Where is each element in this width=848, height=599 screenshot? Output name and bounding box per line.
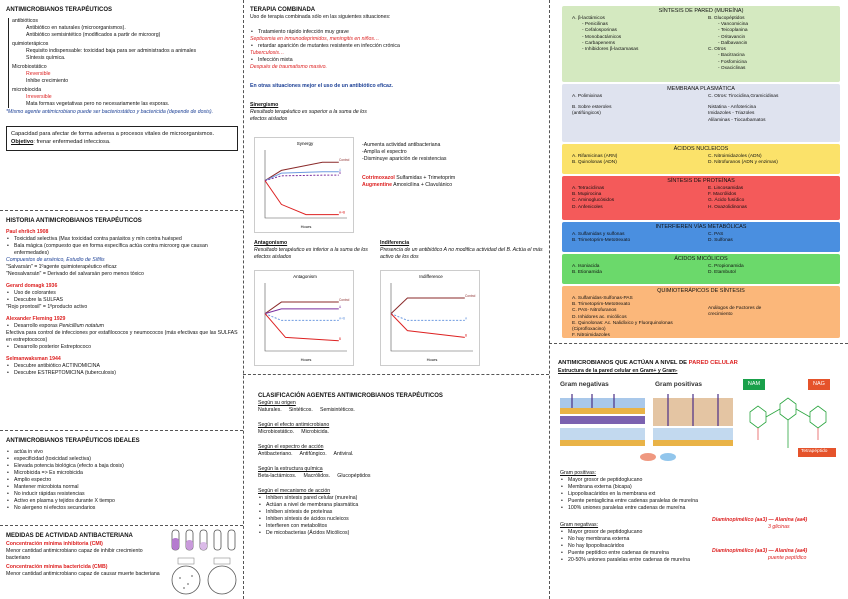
definitions-list <box>8 18 238 108</box>
list-item: • 100% uniones paralelas entre cadenas de mureína <box>560 505 720 512</box>
legend-label: B <box>465 333 468 338</box>
card-left-column <box>572 154 702 166</box>
domagk-heading: Gerard domagk 1936 <box>6 283 58 290</box>
combined-therapy-section <box>250 6 544 123</box>
gram-pos-label: Gram positivas <box>655 381 702 388</box>
card-item: B. Sobre esteroles <box>572 105 612 111</box>
card-right-column <box>708 94 836 124</box>
nag-tag: NAG <box>808 379 830 390</box>
cmb-text: Menor cantidad antimicrobiano capaz de causar muerte bacteriana <box>6 571 160 578</box>
card-right-column <box>708 296 836 318</box>
chart-axes <box>391 283 473 351</box>
definition-item: Mata formas vegetativas pero no necesariamente las esporas. <box>26 101 170 108</box>
definition-item: quimioterápicos <box>12 41 49 48</box>
legend-label: A <box>339 167 342 172</box>
card-item: - Fosfomicina <box>718 59 747 65</box>
situation <box>250 29 544 36</box>
definition-item: Irreversible <box>26 94 52 101</box>
neosalvarsan: "Neosalvarsán" = Derivado del salvarsán pero menos tóxico <box>6 271 144 278</box>
indiferencia-block <box>380 240 545 261</box>
mechanism-heading: Según el mecanismo de acción <box>258 488 331 495</box>
card-title: MEMBRANA PLASMÁTICA <box>667 86 735 92</box>
col1-top-section <box>6 6 238 151</box>
legend-label: B <box>339 171 342 176</box>
tetrapeptido-label: Tetrapéptido <box>801 449 828 454</box>
sinergismo-desc: Resultado terapéutico es superior a la suma de los efectos aislados <box>250 109 367 123</box>
card-item: F. Macrólidos <box>708 192 737 198</box>
card-item: A. Tetraciclinas <box>572 186 605 191</box>
card-item: C. Otros: Tirocidina,Gramicidinas <box>708 94 779 99</box>
objective-text: : frenar enfermedad infecciosa. <box>33 138 111 145</box>
situation-text: • Tratamiento rápido infección muy grave <box>250 29 544 36</box>
list-item: • No hay membrana externa <box>560 536 720 543</box>
list-item: • No inducir rápidas resistencias <box>6 491 238 498</box>
section-subtitle: Uso de terapia combinada sólo en las siguientes situaciones: <box>250 14 391 21</box>
cellwall-title: ANTIMICROBIANOS QUE ACTÚAN A NIVEL DE PARED CELULAR <box>558 360 738 366</box>
situation-example: Después de traumatismo masivo. <box>250 64 327 71</box>
note-subtext: 3 glicinas <box>768 524 790 531</box>
card-item: F. Nitroimidazoles <box>572 333 610 339</box>
sinergismo-title: Sinergismo <box>250 102 279 109</box>
effect-values: Microbiostático. Microbicida. <box>258 429 329 436</box>
list-item: • Uso de colorantes <box>6 290 238 297</box>
diamino-note-1 <box>712 517 842 531</box>
legend-label: A <box>339 304 342 309</box>
cotrim-label: Cotrimoxazol <box>362 175 395 182</box>
list-item: • Activo en plasma y tejidos durante X tiempo <box>6 498 238 505</box>
fleming-effect: Efectiva para control de infecciones por estafilococos y neumococos (más efectivas que las SULFAS en estreptococos) <box>6 330 238 344</box>
blue-note: En otras situaciones mejor el uso de un antibiótico eficaz. <box>250 83 393 90</box>
mechanism-list <box>258 495 543 537</box>
synergy-points <box>362 142 542 189</box>
situation-text: • retardar aparición de mutantes resistente en infección crónica <box>250 43 544 50</box>
list-item: • especificidad (toxicidad selectiva) <box>6 456 238 463</box>
card-item: B. Mupirocina <box>572 192 602 198</box>
effect-heading: Según el efecto antimicrobiano <box>258 422 330 429</box>
card-item: - Cefalosporinas <box>582 28 617 34</box>
antagonism-chart <box>254 270 354 366</box>
cellwall-subtitle: Estructura de la pared celular en Gram+ y Gram- <box>558 367 678 374</box>
grampos-list <box>560 477 720 512</box>
card-item: (antifúngicos) <box>572 111 601 117</box>
situation <box>250 43 544 50</box>
card-left-column <box>572 94 702 118</box>
objective-label: Objetivo <box>11 138 34 145</box>
situation-example: Septicemia en inmunodeprimidos, meningitis en niños… <box>250 36 380 43</box>
divider-col1 <box>243 0 244 599</box>
list-item: • Interfieren con metabolitos <box>258 523 543 530</box>
ideal-section <box>6 437 238 512</box>
card-item: C. PAS- Nitrofuranos <box>572 308 617 314</box>
card-left-column <box>572 296 702 340</box>
list-item: • Elevada potencia biológica (efecto a baja dosis) <box>6 463 238 470</box>
series-line <box>265 314 339 321</box>
gram-neg-label: Gram negativas <box>560 381 609 388</box>
definition-item: Inhibe crecimiento <box>26 78 69 85</box>
card-item: - Penicilinas <box>582 22 608 28</box>
mechanism-card <box>562 144 840 174</box>
measures-section <box>6 532 166 578</box>
chart-title: Indifference <box>419 274 443 279</box>
antagonismo-block <box>254 240 374 261</box>
gram-positive-block <box>560 470 720 564</box>
ehrlich-compounds: Compuestos de arsénico, Estudio de Sífilis <box>6 257 105 264</box>
card-item: Nistatina - Anfotericina <box>708 105 756 111</box>
indiferencia-desc: Presencia de un antibiótico A no modifica actividad del B. Actúa el más activo de los dos <box>380 247 543 261</box>
gramneg-list <box>560 529 720 564</box>
list-item: • De micobacterias (Ácidos Micólicos) <box>258 530 543 537</box>
series-line <box>265 181 339 215</box>
series-line <box>265 309 339 314</box>
card-right-column <box>708 16 836 72</box>
list-item: • actúa in vivo <box>6 449 238 456</box>
ehrlich-heading: Paul ehrlich 1908 <box>6 229 49 236</box>
card-item: - Carbapenems <box>582 40 616 46</box>
card-right-column <box>708 186 836 211</box>
definition-item: Antibiótico en naturales (microorganismos). <box>26 25 126 32</box>
card-item: D. Nitrofuranos (ADN y enzimas) <box>708 160 778 166</box>
card-left-column <box>572 264 702 276</box>
mechanism-card <box>562 6 840 82</box>
card-item: C. Propionamida <box>708 264 744 269</box>
structure-heading: Según la estructura química <box>258 466 323 473</box>
legend-label: Control <box>465 293 476 298</box>
card-item: crecimiento <box>708 312 733 318</box>
definition-box <box>6 126 238 151</box>
card-item: - Oritavancin <box>718 34 746 40</box>
card-item: A. Isoniacida <box>572 264 600 269</box>
list-item: • No hay lipopolisacáridos <box>560 543 720 550</box>
cmi-text: Menor cantidad antimicrobiano capaz de inhibir crecimiento bacteriano <box>6 548 143 562</box>
legend-label: A <box>465 316 468 321</box>
mechanism-card <box>562 176 840 220</box>
ideal-list <box>6 449 238 512</box>
card-item: E. Lincosamidas <box>708 186 744 191</box>
note-subtext: puente peptídico <box>768 555 807 562</box>
card-item: - Dalbavancin <box>718 40 748 46</box>
series-line <box>265 302 339 314</box>
card-item: B. Trimetoprim-Metotrexato <box>572 238 631 244</box>
test-tubes-illustration <box>168 528 242 598</box>
indifference-chart <box>380 270 480 366</box>
fleming-heading: Alexander Fleming 1929 <box>6 316 66 323</box>
prontosil: "Rojo prontosil" = 1ºproducto activo <box>6 304 88 311</box>
card-right-column <box>708 264 836 276</box>
cotrim-text: Sulfamidas + Trimetoprim <box>394 175 456 182</box>
list-item: • Desarrollo posterior Estreptococo <box>6 344 238 351</box>
series-line <box>391 314 468 338</box>
cell-wall-diagram <box>558 392 738 467</box>
list-item: • Puente peptídico entre cadenas de mureína <box>560 550 720 557</box>
antagonismo-title: Antagonismo <box>254 240 288 246</box>
synergy-chart <box>254 137 354 233</box>
mechanism-card <box>562 222 840 252</box>
card-item: E. Quinolonas: Ac. Nalidíxico y Fluorquinolonas (Ciprofloxacino) <box>572 320 673 333</box>
card-item: B. Trimetoprim-Metotrexato <box>572 302 631 308</box>
mechanism-card <box>562 84 840 142</box>
list-item: • Actúan a nivel de membrana plasmática <box>258 502 543 509</box>
card-item: - Bacitracina <box>718 53 745 59</box>
list-item: • No alergeno ni efectos secundarios <box>6 505 238 512</box>
salvarsan: "Salvarsán" = 1ºagente quimioterapéutico eficaz <box>6 264 117 271</box>
card-item: - Teicoplanina <box>718 28 748 34</box>
card-item: C. Nitroimidazoles (ADN) <box>708 154 762 159</box>
definition-text: Capacidad para afectar de forma adversa a procesos vitales de microorganismos. <box>11 131 215 138</box>
card-left-column <box>572 232 702 244</box>
list-item: • 20-50% uniones paralelas entre cadenas de mureína <box>560 557 720 564</box>
list-item: • Inhiben síntesis pared celular (mureína) <box>258 495 543 502</box>
card-item: A. Sulfamidas-Sulfonas-PAS <box>572 296 633 301</box>
divider-c1-b <box>0 430 243 431</box>
classification-section <box>258 392 543 537</box>
section-title: ANTIMICROBIANOS TERAPÉUTICOS IDEALES <box>6 438 140 444</box>
list-item: • Descubre la SULFAS <box>6 297 238 304</box>
cellwall-section <box>558 360 843 375</box>
nam-tag: NAM <box>743 379 765 390</box>
augmentine-label: Augmentine <box>362 182 392 189</box>
card-item: C. Otros <box>708 47 726 53</box>
card-item: G. Ácido fusídico <box>708 198 745 204</box>
situation-text: • Infección mixta <box>250 57 544 64</box>
definition-item: Requisito indispensable: toxicidad baja para ser administrados a animales <box>26 48 197 55</box>
dose-note: *Mismo agente antimicrobiano puede ser bacteriostático y bactericida (depende de dosis). <box>6 109 214 116</box>
diamino-note-2 <box>712 548 842 562</box>
legend-label: Control <box>339 298 350 303</box>
chart-axes <box>265 150 347 218</box>
list-item: • Inhiben síntesis de proteínas <box>258 509 543 516</box>
spectrum-values: Antibacteriano. Antifúngico. Antiviral. <box>258 451 354 458</box>
gramneg-heading: Gram negativas: <box>560 522 599 529</box>
spectrum-heading: Según el espectro de acción <box>258 444 324 451</box>
chart-title: Antagonism <box>293 274 317 279</box>
definition-item: Antibiótico semisintético (modificados a partir de microorg) <box>26 32 161 39</box>
note-text: Diaminopimélico (aa3) — Alanina (aa4) <box>712 517 808 523</box>
card-item: D. Sulfonas <box>708 238 733 244</box>
list-item: • Descubre antibiótico ACTINOMICINA <box>6 363 238 370</box>
card-item: Alilaminas - Tiocarbamatos <box>708 117 766 123</box>
point-text: -Disminuye aparición de resistencias <box>362 156 447 163</box>
list-item: • Microbicida => Es microbicida <box>6 470 238 477</box>
divider-c1-a <box>0 210 243 211</box>
card-item: - Inhibidores β-lactamasas <box>582 47 639 53</box>
card-title: INTERFIEREN VÍAS METABÓLICAS <box>655 224 747 230</box>
section-title: MEDIDAS DE ACTIVIDAD ANTIBACTERIANA <box>6 533 133 539</box>
card-right-column <box>708 232 836 244</box>
card-right-column <box>708 154 836 166</box>
list-item: • Desarrollo esporas Penicillium notatum <box>6 323 238 330</box>
legend-label: Control <box>339 158 350 163</box>
list-item: • Lipopolisacáridos en la membrana ext <box>560 491 720 498</box>
situation <box>250 57 544 64</box>
card-title: ÁCIDOS NUCLEICOS <box>673 146 729 152</box>
legend-label: A+B <box>339 210 346 215</box>
situations-list <box>250 29 544 71</box>
note-text: Diaminopimélico (aa3) — Alanina (aa4) <box>712 548 808 554</box>
list-item: • Membrana externa (bicapa) <box>560 484 720 491</box>
section-title: CLASIFICACIÓN AGENTES ANTIMICROBIANOS TERAPÉUTICOS <box>258 393 443 399</box>
list-item: • Descubre ESTREPTOMICINA (tuberculosis) <box>6 370 238 377</box>
x-axis-label: Hours <box>300 357 312 362</box>
divider-c2-a <box>243 374 549 375</box>
cmi-heading: Concentración mínima inhibitoria (CMI) <box>6 541 103 548</box>
card-item: C. PAS <box>708 232 724 237</box>
card-item: B. Glucopéptidos <box>708 16 745 21</box>
list-item: • Mayor grosor de peptidoglucano <box>560 477 720 484</box>
list-item: • Toxicidad selectiva (Max toxicidad contra parásitos y mín contra huésped <box>6 236 238 243</box>
indiferencia-title: Indiferencia <box>380 240 410 246</box>
cmb-heading: Concentración mínima bactericida (CMB) <box>6 564 108 571</box>
definition-item: Reversible <box>26 71 51 78</box>
section-title: TERAPIA COMBINADA <box>250 7 316 13</box>
card-left-column <box>572 186 702 211</box>
mechanism-card <box>562 254 840 284</box>
card-title: SÍNTESIS DE PARED (MUREÍNA) <box>658 8 744 14</box>
history-section <box>6 217 238 377</box>
list-item: • Mantener microbiota normal <box>6 484 238 491</box>
section-title: HISTORIA ANTIMICROBIANOS TERAPÉUTICOS <box>6 218 142 224</box>
point-text: -Aumenta actividad antibacteriana <box>362 142 441 148</box>
structure-values: Beta-lactámicos. Macrólidos. Glucopéptidos <box>258 473 371 480</box>
divider-c3-a <box>549 343 848 344</box>
x-axis-label: Hours <box>426 357 438 362</box>
card-title: SÍNTESIS DE PROTEÍNAS <box>667 178 735 184</box>
card-item: - Oxaciclinas <box>718 65 746 71</box>
definition-item: microbiocida <box>12 87 42 94</box>
list-item: • Amplio espectro <box>6 477 238 484</box>
list-item: • Inhiben síntesis de ácidos nucleicos <box>258 516 543 523</box>
grampos-heading: Gram positivas: <box>560 470 597 476</box>
augmentine-text: Amoxicilina + Clavulánico <box>391 182 453 189</box>
card-title: QUIMIOTERÁPICOS DE SÍNTESIS <box>657 288 745 294</box>
divider-col2 <box>549 0 550 599</box>
definition-item: Síntesis química. <box>26 55 66 62</box>
card-item: C. Aminoglucósidos <box>572 198 615 204</box>
card-item: A. β-lactámicos <box>572 16 605 21</box>
card-item: H. Oxazolidinonas <box>708 204 747 210</box>
card-item: A. Sulfamidas y sulfonas <box>572 232 625 237</box>
x-axis-label: Hours <box>300 224 312 229</box>
situation-example: Tuberculosis… <box>250 50 285 57</box>
legend-label: B <box>339 336 342 341</box>
series-line <box>391 298 465 314</box>
series-line <box>265 171 342 181</box>
card-item: - Monobactámicos <box>582 34 622 40</box>
card-item: - Vancomicina <box>718 22 749 28</box>
card-item: D. Etambutol <box>708 270 736 276</box>
list-item: • Mayor grosor de peptidoglucano <box>560 529 720 536</box>
definition-item: antibióticos <box>12 18 38 25</box>
card-item: B. Quinolonas (ADN) <box>572 160 617 166</box>
point-text: -Amplía el espectro <box>362 149 407 156</box>
legend-label: A+B <box>339 316 346 321</box>
list-item: • Puente pentaglicina entre cadenas paralelas de mureína <box>560 498 720 505</box>
mechanism-card <box>562 286 840 338</box>
divider-c1-c <box>0 525 243 526</box>
card-item: A. Polimixinas <box>572 94 603 99</box>
series-line <box>391 314 465 321</box>
chart-title: Synergy <box>296 141 314 146</box>
card-item: D. Anfenicoles <box>572 204 603 210</box>
card-title: ÁCIDOS MICÓLICOS <box>674 256 728 262</box>
definition-item: Microbiostático <box>12 64 47 71</box>
card-left-column <box>572 16 702 53</box>
antagonismo-desc: Resultado terapéutico es inferior a la suma de los efectos aislados <box>254 247 368 261</box>
card-item: Análogos de Factores de <box>708 306 762 311</box>
origin-heading: Según su origen <box>258 400 296 407</box>
section-title: ANTIMICROBIANOS TERAPÉUTICOS <box>6 7 113 13</box>
list-item: • Bala mágica (compuesto que en forma específica actúa contra microorg que causan enfermedades) <box>6 243 238 257</box>
card-item: B. Etionamida <box>572 270 602 276</box>
card-item: Imidazoles - Triazoles <box>708 111 755 117</box>
card-item: A. Rifamicinas (ARN) <box>572 154 618 159</box>
card-item: D. Inhidores ac. micólicos <box>572 314 627 320</box>
selman-heading: Selmanwaksman 1944 <box>6 356 61 363</box>
origin-values: Naturales. Sintéticos. Semisintéticos. <box>258 407 355 414</box>
